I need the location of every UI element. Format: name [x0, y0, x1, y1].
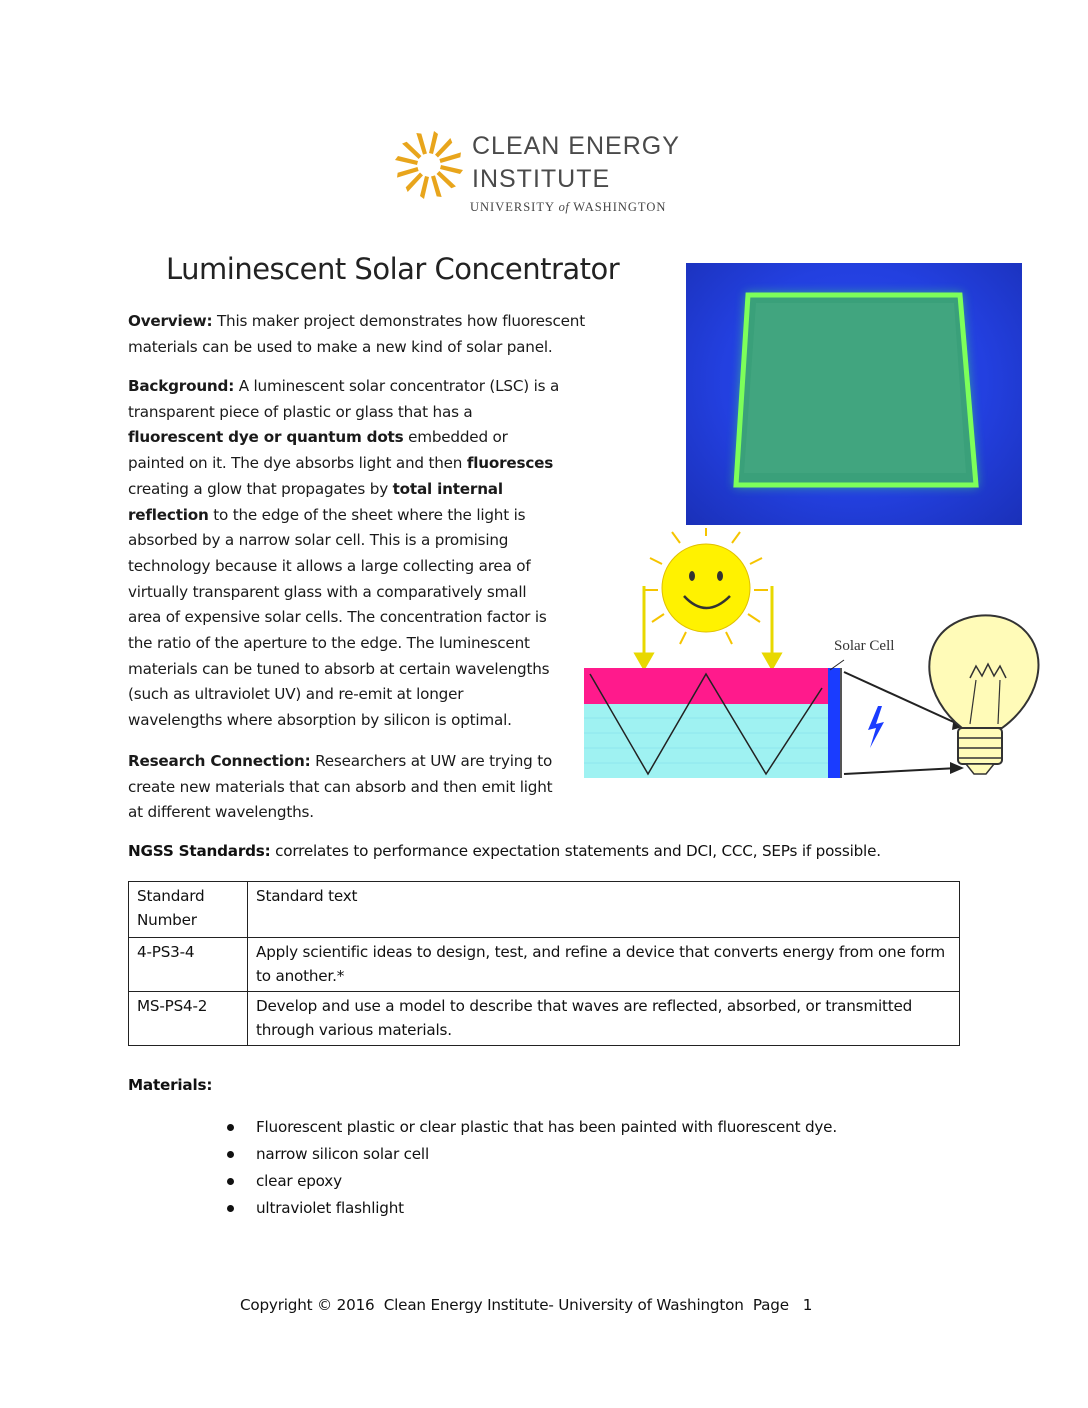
table-header-cell: Standard text — [248, 882, 960, 938]
list-item: clear epoxy — [256, 1168, 837, 1195]
sunburst-logo-icon — [392, 128, 466, 202]
logo-line-2: INSTITUTE — [472, 165, 611, 193]
solar-cell-label: Solar Cell — [834, 638, 895, 654]
light-bulb-icon — [929, 615, 1038, 774]
page-title: Luminescent Solar Concentrator — [166, 252, 620, 286]
logo-university-line: UNIVERSITY of WASHINGTON — [470, 200, 667, 214]
materials-list — [256, 1114, 837, 1222]
glowing-sheet-image — [686, 263, 1022, 525]
standard-text-cell: Develop and use a model to describe that waves are reflected, absorbed, or transmitted through various materials. — [248, 992, 960, 1046]
table-header-row — [129, 882, 960, 938]
list-item: narrow silicon solar cell — [256, 1141, 837, 1168]
logo-line-1: CLEAN ENERGY — [472, 132, 680, 160]
standards-table — [128, 881, 960, 1046]
standard-text-cell: Apply scientific ideas to design, test, and refine a device that converts energy from one form to another.* — [248, 938, 960, 992]
research-label: Research Connection: — [128, 752, 311, 770]
background-label: Background: — [128, 377, 235, 395]
clean-energy-institute-logo — [392, 128, 712, 220]
list-item: ultraviolet flashlight — [256, 1195, 837, 1222]
background-paragraph: Background: A luminescent solar concentrator (LSC) is a transparent piece of plastic or glass that has a fluorescent dye or quantum dots embedded or painted on it. The dye absorbs light and then fluoresces creating a glow that propagates by total internal reflection to the edge of the sheet where the light is absorbed by a narrow solar cell. This is a promising technology because it allows a large collecting area of virtually transparent glass with a comparatively small area of expensive solar cells. The concentration factor is the ratio of the aperture to the edge. The luminescent materials can be tuned to absorb at certain wavelengths (such as ultraviolet UV) and re-emit at longer wavelengths where absorption by silicon is optimal. — [128, 377, 560, 730]
lsc-photo — [686, 263, 1022, 525]
standard-number-cell: 4-PS3-4 — [129, 938, 248, 992]
overview-label: Overview: — [128, 312, 213, 330]
lsc-diagram — [582, 528, 1042, 784]
page-footer: Copyright © 2016 Clean Energy Institute- University of Washington Page 1 — [240, 1296, 813, 1314]
table-row — [129, 992, 960, 1046]
table-row — [129, 938, 960, 992]
sun-icon — [644, 528, 768, 644]
materials-label: Materials: — [128, 1076, 213, 1094]
table-header-cell: Standard Number — [129, 882, 248, 938]
list-item: Fluorescent plastic or clear plastic that has been painted with fluorescent dye. — [256, 1114, 837, 1141]
overview-paragraph: Overview: This maker project demonstrates how fluorescent materials can be used to make a new kind of solar panel. — [128, 312, 585, 356]
ngss-standards-line: NGSS Standards: correlates to performance expectation statements and DCI, CCC, SEPs if possible. — [128, 842, 881, 860]
research-paragraph: Research Connection: Researchers at UW are trying to create new materials that can absorb and then emit light at different wavelengths. — [128, 752, 553, 822]
standard-number-cell: MS-PS4-2 — [129, 992, 248, 1046]
ngss-label: NGSS Standards: — [128, 842, 271, 860]
lightning-icon — [868, 706, 884, 748]
